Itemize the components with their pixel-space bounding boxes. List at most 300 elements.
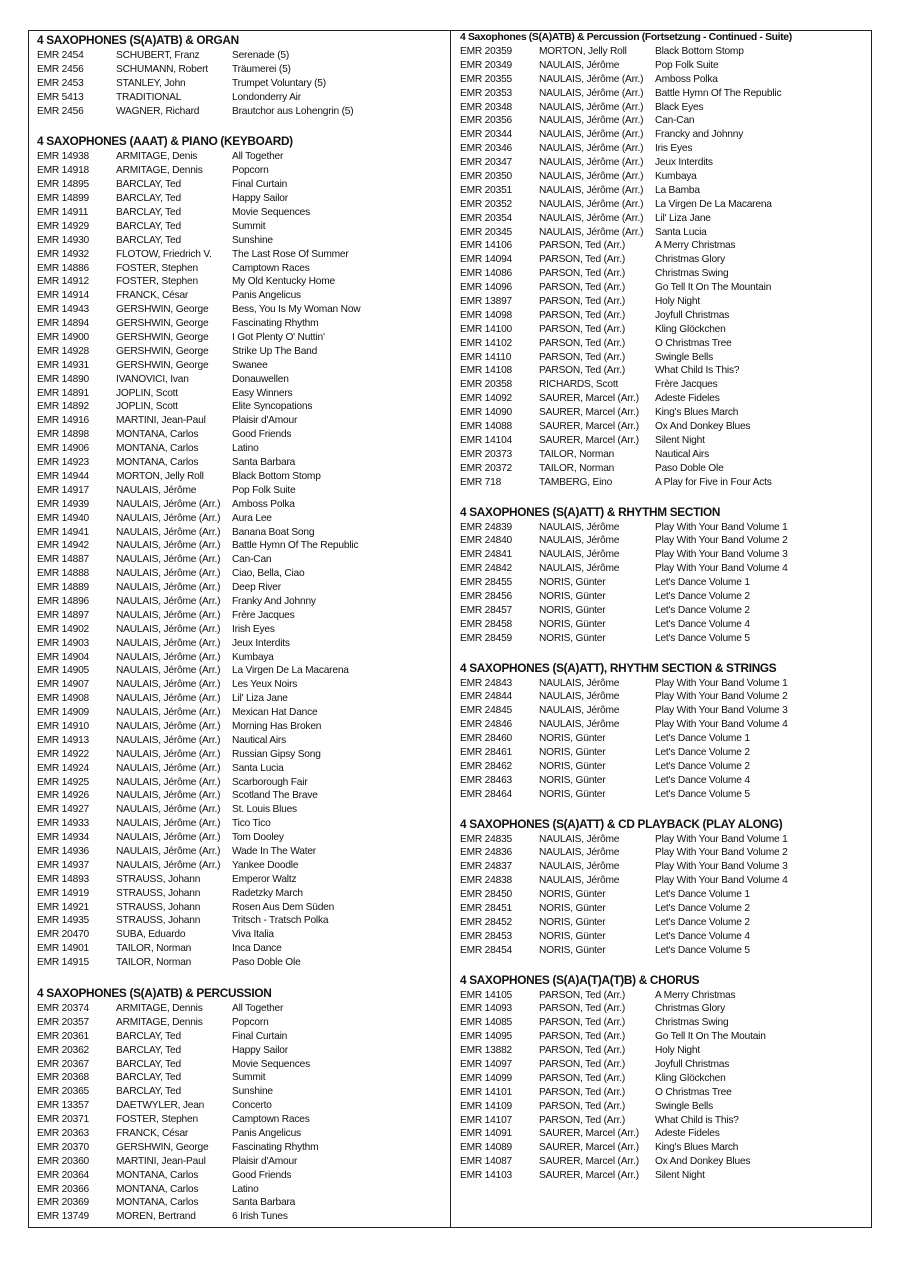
composer: PARSON, Ted (Arr.) <box>539 296 626 308</box>
catalog-row <box>37 456 442 470</box>
composer: PARSON, Ted (Arr.) <box>539 268 626 280</box>
catalog-number: EMR 14110 <box>460 351 512 363</box>
work-title: Panis Angelicus <box>232 290 301 302</box>
work-title: What Child is This? <box>655 1114 739 1126</box>
catalog-number: EMR 14906 <box>37 443 89 455</box>
work-title: Banana Boat Song <box>232 526 315 538</box>
catalog-number: EMR 14922 <box>37 748 89 760</box>
composer: NAULAIS, Jérôme <box>539 719 620 731</box>
catalog-section <box>37 984 442 1224</box>
composer: NAULAIS, Jérôme (Arr.) <box>539 115 644 127</box>
work-title: Plaisir d'Amour <box>232 415 298 427</box>
work-title: Nautical Airs <box>232 734 287 746</box>
catalog-row <box>37 63 442 77</box>
work-title: Christmas Glory <box>655 254 726 266</box>
catalog-row <box>37 512 442 526</box>
composer: NAULAIS, Jérôme (Arr.) <box>116 707 221 719</box>
work-title: Play With Your Band Volume 1 <box>655 833 788 845</box>
catalog-row <box>460 337 870 351</box>
catalog-number: EMR 24840 <box>460 535 512 547</box>
composer: NORIS, Günter <box>539 889 606 901</box>
catalog-row <box>37 164 442 178</box>
catalog-number: EMR 14897 <box>37 609 89 621</box>
catalog-row <box>460 309 870 323</box>
catalog-row <box>460 690 870 704</box>
work-title: Happy Sailor <box>232 193 288 205</box>
catalog-row <box>460 576 870 590</box>
catalog-row <box>460 295 870 309</box>
composer: NAULAIS, Jérôme (Arr.) <box>116 623 221 635</box>
composer: BARCLAY, Ted <box>116 1086 181 1098</box>
composer: NAULAIS, Jérôme (Arr.) <box>116 609 221 621</box>
catalog-number: EMR 20363 <box>37 1128 89 1140</box>
catalog-row <box>460 930 870 944</box>
work-title: Good Friends <box>232 429 292 441</box>
composer: NAULAIS, Jérôme (Arr.) <box>539 73 644 85</box>
work-title: Play With Your Band Volume 2 <box>655 535 788 547</box>
catalog-number: EMR 14886 <box>37 262 89 274</box>
composer: NORIS, Günter <box>539 944 606 956</box>
catalog-row <box>460 1155 870 1169</box>
work-title: Let's Dance Volume 5 <box>655 944 750 956</box>
composer: NORIS, Günter <box>539 604 606 616</box>
catalog-number: EMR 718 <box>460 476 502 488</box>
catalog-number: EMR 28457 <box>460 604 512 616</box>
catalog-row <box>37 720 442 734</box>
catalog-row <box>460 448 870 462</box>
work-title: Irish Eyes <box>232 623 275 635</box>
work-title: Ox And Donkey Blues <box>655 1156 751 1168</box>
catalog-number: EMR 24846 <box>460 719 512 731</box>
catalog-number: EMR 20371 <box>37 1114 89 1126</box>
catalog-section <box>460 659 870 802</box>
catalog-row <box>460 632 870 646</box>
catalog-number: EMR 14903 <box>37 637 89 649</box>
catalog-number: EMR 14904 <box>37 651 89 663</box>
catalog-row <box>37 609 442 623</box>
composer: SAURER, Marcel (Arr.) <box>539 1170 639 1182</box>
catalog-number: EMR 14087 <box>460 1156 512 1168</box>
composer: PARSON, Ted (Arr.) <box>539 1059 626 1070</box>
section-gap <box>460 490 870 503</box>
catalog-number: EMR 20370 <box>37 1141 89 1153</box>
composer: TRADITIONAL <box>116 91 182 103</box>
catalog-row <box>37 762 442 776</box>
catalog-row <box>37 91 442 105</box>
catalog-number: EMR 28456 <box>460 590 512 602</box>
catalog-number: EMR 2456 <box>37 105 84 117</box>
composer: JOPLIN, Scott <box>116 387 178 399</box>
catalog-number: EMR 14936 <box>37 845 89 857</box>
composer: NAULAIS, Jérôme (Arr.) <box>539 87 644 99</box>
catalog-number: EMR 14911 <box>37 207 89 219</box>
catalog-row <box>37 887 442 901</box>
composer: RICHARDS, Scott <box>539 379 619 391</box>
work-title: Panis Angelicus <box>232 1128 301 1140</box>
work-title: Paso Doble Ole <box>655 462 724 474</box>
composer: FRANCK, César <box>116 290 189 302</box>
composer: TAILOR, Norman <box>539 448 615 460</box>
catalog-row <box>460 704 870 718</box>
composer: FLOTOW, Friedrich V. <box>116 248 212 260</box>
composer: NAULAIS, Jérôme (Arr.) <box>116 651 221 663</box>
work-title: Swingle Bells <box>655 1100 713 1112</box>
composer: NAULAIS, Jérôme <box>539 875 620 887</box>
catalog-row <box>460 101 870 115</box>
work-title: Santa Barbara <box>232 1197 296 1209</box>
catalog-row <box>460 1100 870 1114</box>
composer: NAULAIS, Jérôme (Arr.) <box>116 540 221 552</box>
catalog-row <box>460 1002 870 1016</box>
catalog-row <box>37 442 442 456</box>
catalog-row <box>460 198 870 212</box>
catalog-row <box>37 1196 442 1210</box>
work-title: Les Yeux Noirs <box>232 679 298 691</box>
catalog-row <box>460 281 870 295</box>
catalog-number: EMR 14929 <box>37 220 89 232</box>
work-title: Adeste Fideles <box>655 393 720 405</box>
work-title: Let's Dance Volume 1 <box>655 577 750 589</box>
composer: NORIS, Günter <box>539 590 606 602</box>
work-title: Adeste Fideles <box>655 1128 720 1140</box>
catalog-number: EMR 14891 <box>37 387 89 399</box>
work-title: Let's Dance Volume 5 <box>655 788 750 800</box>
composer: MONTANA, Carlos <box>116 1197 199 1209</box>
catalog-row <box>460 253 870 267</box>
work-title: Camptown Races <box>232 1114 310 1126</box>
work-title: O Christmas Tree <box>655 337 732 349</box>
work-title: Camptown Races <box>232 262 310 274</box>
catalog-number: EMR 14900 <box>37 332 89 344</box>
work-title: Ciao, Bella, Ciao <box>232 568 305 580</box>
section-title: 4 SAXOPHONES (AAAT) & PIANO (KEYBOARD) <box>37 134 293 149</box>
composer: MARTINI, Jean-Paul <box>116 415 206 427</box>
composer: ARMITAGE, Dennis <box>116 1003 203 1014</box>
catalog-number: EMR 24841 <box>460 549 512 561</box>
composer: BARCLAY, Ted <box>116 1044 181 1056</box>
composer: STRAUSS, Johann <box>116 901 201 913</box>
composer: NAULAIS, Jérôme (Arr.) <box>116 818 221 830</box>
work-title: Kumbaya <box>232 651 274 663</box>
work-title: Good Friends <box>232 1169 292 1181</box>
catalog-row <box>37 1016 442 1030</box>
catalog-number: EMR 14934 <box>37 832 89 844</box>
catalog-row <box>37 234 442 248</box>
composer: NAULAIS, Jérôme (Arr.) <box>539 184 644 196</box>
catalog-number: EMR 2453 <box>37 77 84 89</box>
catalog-number: EMR 14899 <box>37 193 89 205</box>
work-title: Final Curtain <box>232 179 288 191</box>
column-divider <box>450 31 451 1227</box>
composer: PARSON, Ted (Arr.) <box>539 1086 626 1098</box>
catalog-number: EMR 28455 <box>460 577 512 589</box>
work-title: All Together <box>232 1003 284 1014</box>
catalog-number: EMR 20358 <box>460 379 512 391</box>
catalog-page <box>28 30 872 1228</box>
catalog-number: EMR 14912 <box>37 276 89 288</box>
work-title: Concerto <box>232 1100 272 1112</box>
composer: NORIS, Günter <box>539 788 606 800</box>
catalog-row <box>460 860 870 874</box>
catalog-row <box>37 692 442 706</box>
catalog-number: EMR 14888 <box>37 568 89 580</box>
work-title: Black Bottom Stomp <box>655 46 744 57</box>
work-title: Let's Dance Volume 4 <box>655 774 750 786</box>
work-title: Let's Dance Volume 2 <box>655 916 750 928</box>
catalog-row <box>460 239 870 253</box>
catalog-number: EMR 14893 <box>37 873 89 885</box>
catalog-row <box>460 718 870 732</box>
work-title: 6 Irish Tunes <box>232 1211 288 1223</box>
catalog-number: EMR 14939 <box>37 498 89 510</box>
catalog-row <box>37 956 442 970</box>
composer: TAILOR, Norman <box>116 943 192 955</box>
composer: NAULAIS, Jérôme <box>539 833 620 845</box>
catalog-row <box>37 734 442 748</box>
composer: TAMBERG, Eino <box>539 476 613 488</box>
composer: MONTANA, Carlos <box>116 1169 199 1181</box>
catalog-row <box>460 916 870 930</box>
catalog-row <box>460 989 870 1003</box>
composer: MOREN, Bertrand <box>116 1211 196 1223</box>
composer: NAULAIS, Jérôme (Arr.) <box>539 212 644 224</box>
composer: JOPLIN, Scott <box>116 401 178 413</box>
catalog-number: EMR 28460 <box>460 733 512 745</box>
composer: NAULAIS, Jérôme (Arr.) <box>116 734 221 746</box>
catalog-row <box>37 526 442 540</box>
work-title: The Last Rose Of Summer <box>232 248 349 260</box>
work-title: Play With Your Band Volume 2 <box>655 691 788 703</box>
work-title: Nautical Airs <box>655 448 710 460</box>
work-title: Silent Night <box>655 1170 705 1182</box>
catalog-row <box>37 817 442 831</box>
catalog-row <box>460 746 870 760</box>
catalog-number: EMR 14890 <box>37 373 89 385</box>
work-title: Final Curtain <box>232 1030 288 1042</box>
work-title: Battle Hymn Of The Republic <box>232 540 359 552</box>
composer: SAURER, Marcel (Arr.) <box>539 407 639 419</box>
catalog-number: EMR 14104 <box>460 434 512 446</box>
catalog-number: EMR 2456 <box>37 63 84 75</box>
catalog-row <box>460 1141 870 1155</box>
work-title: Summit <box>232 220 266 232</box>
catalog-row <box>460 351 870 365</box>
work-title: Sunshine <box>232 1086 273 1098</box>
composer: FOSTER, Stephen <box>116 262 198 274</box>
work-title: La Virgen De La Macarena <box>655 198 772 210</box>
composer: BARCLAY, Ted <box>116 220 181 232</box>
composer: NAULAIS, Jérôme <box>539 535 620 547</box>
composer: SCHUBERT, Franz <box>116 50 200 61</box>
catalog-row <box>37 901 442 915</box>
work-title: Aura Lee <box>232 512 272 524</box>
catalog-number: EMR 28464 <box>460 788 512 800</box>
catalog-number: EMR 28450 <box>460 889 512 901</box>
work-title: My Old Kentucky Home <box>232 276 336 288</box>
work-title: Kling Glöckchen <box>655 323 726 335</box>
catalog-number: EMR 14108 <box>460 365 512 377</box>
catalog-row <box>37 873 442 887</box>
catalog-number: EMR 14941 <box>37 526 89 538</box>
catalog-row <box>37 567 442 581</box>
composer: WAGNER, Richard <box>116 105 200 117</box>
composer: SAURER, Marcel (Arr.) <box>539 421 639 433</box>
composer: BARCLAY, Ted <box>116 1030 181 1042</box>
catalog-row <box>37 776 442 790</box>
section-title: 4 SAXOPHONES (S(A)A(T)A(T)B) & CHORUS <box>460 972 700 987</box>
work-title: Strike Up The Band <box>232 345 318 357</box>
catalog-number: EMR 14925 <box>37 776 89 788</box>
work-title: Franky And Johnny <box>232 595 316 607</box>
composer: PARSON, Ted (Arr.) <box>539 1031 626 1043</box>
catalog-row <box>460 226 870 240</box>
catalog-row <box>460 364 870 378</box>
work-title: Let's Dance Volume 5 <box>655 632 750 644</box>
catalog-number: EMR 14095 <box>460 1031 512 1043</box>
catalog-number: EMR 14090 <box>460 407 512 419</box>
work-title: Play With Your Band Volume 4 <box>655 875 788 887</box>
catalog-number: EMR 14908 <box>37 693 89 705</box>
composer: PARSON, Ted (Arr.) <box>539 282 626 294</box>
work-title: Play With Your Band Volume 3 <box>655 861 788 873</box>
work-title: Movie Sequences <box>232 1058 310 1070</box>
catalog-number: EMR 2454 <box>37 50 84 61</box>
composer: SAURER, Marcel (Arr.) <box>539 434 639 446</box>
catalog-row <box>37 220 442 234</box>
work-title: Elite Syncopations <box>232 401 313 413</box>
composer: STRAUSS, Johann <box>116 915 201 927</box>
section-gap <box>37 970 442 984</box>
composer: NAULAIS, Jérôme (Arr.) <box>116 804 221 816</box>
catalog-number: EMR 14103 <box>460 1170 512 1182</box>
composer: NAULAIS, Jérôme <box>539 549 620 561</box>
work-title: Swanee <box>232 359 268 371</box>
catalog-number: EMR 20369 <box>37 1197 89 1209</box>
work-title: Let's Dance Volume 2 <box>655 604 750 616</box>
catalog-row <box>37 498 442 512</box>
catalog-number: EMR 14913 <box>37 734 89 746</box>
catalog-number: EMR 14093 <box>460 1003 512 1015</box>
work-title: Jeux Interdits <box>232 637 290 649</box>
work-title: Let's Dance Volume 1 <box>655 733 750 745</box>
work-title: Amboss Polka <box>232 498 295 510</box>
composer: NAULAIS, Jérôme <box>539 861 620 873</box>
catalog-number: EMR 20355 <box>460 73 512 85</box>
catalog-row <box>37 1113 442 1127</box>
catalog-number: EMR 14940 <box>37 512 89 524</box>
composer: NAULAIS, Jérôme (Arr.) <box>116 748 221 760</box>
catalog-row <box>460 1127 870 1141</box>
catalog-row <box>460 846 870 860</box>
catalog-number: EMR 14937 <box>37 859 89 871</box>
work-title: Santa Lucia <box>655 226 707 238</box>
catalog-number: EMR 24838 <box>460 875 512 887</box>
work-title: Plaisir d'Amour <box>232 1155 298 1167</box>
work-title: Battle Hymn Of The Republic <box>655 87 782 99</box>
composer: NORIS, Günter <box>539 577 606 589</box>
composer: PARSON, Ted (Arr.) <box>539 989 626 1001</box>
catalog-number: EMR 20365 <box>37 1086 89 1098</box>
catalog-number: EMR 28452 <box>460 916 512 928</box>
catalog-row <box>37 845 442 859</box>
work-title: Holy Night <box>655 296 700 308</box>
section-gap <box>460 802 870 815</box>
catalog-number: EMR 14102 <box>460 337 512 349</box>
composer: GERSHWIN, George <box>116 345 209 357</box>
catalog-number: EMR 14917 <box>37 484 89 496</box>
composer: NAULAIS, Jérôme (Arr.) <box>116 776 221 788</box>
catalog-row <box>37 803 442 817</box>
catalog-row <box>37 400 442 414</box>
composer: MONTANA, Carlos <box>116 429 199 441</box>
catalog-row <box>37 484 442 498</box>
catalog-row <box>460 1086 870 1100</box>
work-title: Inca Dance <box>232 943 282 955</box>
catalog-number: EMR 24845 <box>460 705 512 717</box>
composer: NORIS, Günter <box>539 733 606 745</box>
composer: NAULAIS, Jérôme (Arr.) <box>116 693 221 705</box>
catalog-row <box>460 45 870 59</box>
work-title: Play With Your Band Volume 1 <box>655 677 788 689</box>
catalog-number: EMR 24843 <box>460 677 512 689</box>
catalog-row <box>37 706 442 720</box>
composer: NAULAIS, Jérôme (Arr.) <box>116 845 221 857</box>
catalog-number: EMR 24842 <box>460 563 512 575</box>
work-title: Can-Can <box>232 554 272 566</box>
section-gap <box>460 958 870 971</box>
composer: NAULAIS, Jérôme (Arr.) <box>539 198 644 210</box>
catalog-row <box>460 774 870 788</box>
catalog-number: EMR 24836 <box>460 847 512 859</box>
composer: NAULAIS, Jérôme (Arr.) <box>539 171 644 183</box>
composer: NAULAIS, Jérôme (Arr.) <box>539 157 644 169</box>
composer: NAULAIS, Jérôme <box>539 691 620 703</box>
composer: NAULAIS, Jérôme (Arr.) <box>116 526 221 538</box>
work-title: Play With Your Band Volume 3 <box>655 549 788 561</box>
composer: NAULAIS, Jérôme (Arr.) <box>116 498 221 510</box>
composer: PARSON, Ted (Arr.) <box>539 1114 626 1126</box>
work-title: Träumerei (5) <box>232 63 291 75</box>
catalog-row <box>460 59 870 73</box>
work-title: Morning Has Broken <box>232 720 322 732</box>
composer: PARSON, Ted (Arr.) <box>539 1045 626 1057</box>
work-title: Jeux Interdits <box>655 157 713 169</box>
work-title: Radetzky March <box>232 887 303 899</box>
catalog-number: EMR 20359 <box>460 46 512 57</box>
work-title: Tom Dooley <box>232 832 284 844</box>
composer: BARCLAY, Ted <box>116 1058 181 1070</box>
composer: STRAUSS, Johann <box>116 887 201 899</box>
catalog-number: EMR 14094 <box>460 254 512 266</box>
catalog-row <box>37 789 442 803</box>
catalog-section <box>460 31 870 490</box>
catalog-row <box>37 637 442 651</box>
work-title: Play With Your Band Volume 4 <box>655 563 788 575</box>
composer: NAULAIS, Jérôme <box>539 59 620 71</box>
work-title: All Together <box>232 151 284 163</box>
work-title: King's Blues March <box>655 407 739 419</box>
composer: BARCLAY, Ted <box>116 193 181 205</box>
work-title: Wade In The Water <box>232 845 316 857</box>
work-title: I Got Plenty O' Nuttin' <box>232 332 325 344</box>
catalog-section <box>37 31 442 118</box>
catalog-number: EMR 20351 <box>460 184 512 196</box>
catalog-row <box>460 732 870 746</box>
catalog-number: EMR 20374 <box>37 1003 89 1014</box>
composer: SAURER, Marcel (Arr.) <box>539 1142 639 1154</box>
catalog-row <box>460 323 870 337</box>
catalog-row <box>37 595 442 609</box>
